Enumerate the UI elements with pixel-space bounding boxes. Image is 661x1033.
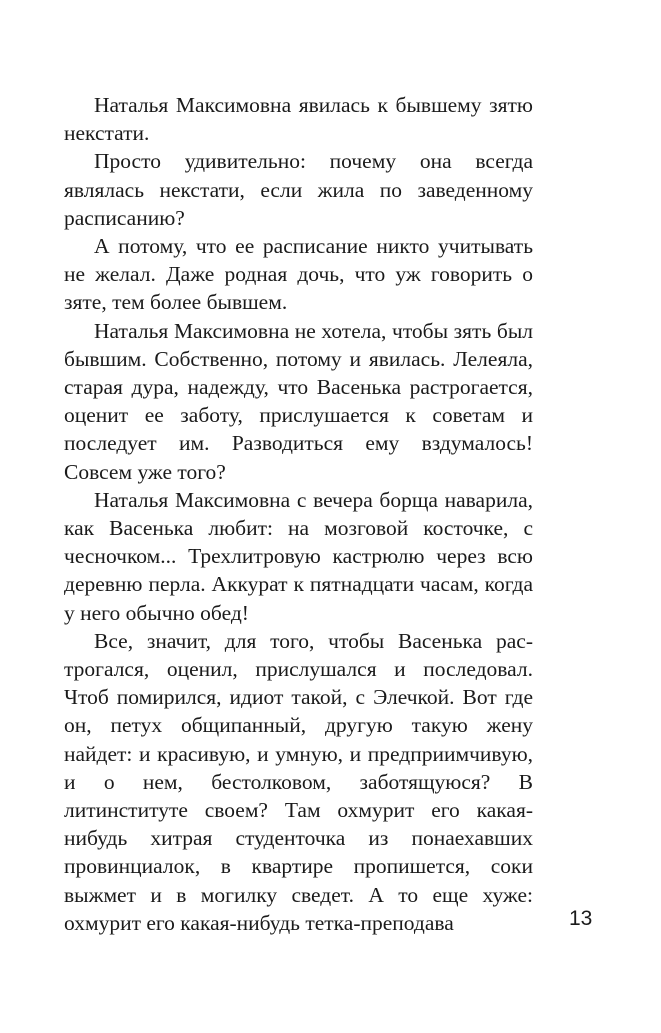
paragraph-6: Все, значит, для того, чтобы Васенька растрогался, оценил, прислушался и последовал. Чтоб помирился, идиот такой, с Элечкой. Вот где он, петух общипанный, другую такую жену найдет: и красивую, и умную, и предприимчивую, и о нем, бестолковом, заботящуюся? В литинституте своем? Там охмурит его какая-нибудь хитрая студенточка из понаехавших провинциалок, в квартире пропишется, соки выжмет и в могилку сведет. А то еще хуже: охмурит его какая-нибудь тетка-преподава: [64, 628, 533, 935]
paragraph-4: Наталья Максимовна не хотела, чтобы зять был бывшим. Собственно, потому и явилась. Лелеяла, старая дура, надежду, что Васенька растрогается, оценит ее заботу, прислушается к советам и последует им. Разводиться ему вздумалось! Совсем уже того?: [64, 318, 533, 484]
paragraph-1: Наталья Максимовна явилась к бывшему зятю некстати.: [64, 93, 533, 146]
paragraph-5: Наталья Максимовна с вечера борща наварила, как Васенька любит: на мозговой косточке, с чесночком... Трехлитровую кастрюлю через всю деревню перла. Аккурат к пятнадцати часам, когда у него обычно обед!: [64, 487, 533, 625]
body-text: [64, 91, 533, 937]
page-number: 13: [569, 907, 593, 930]
paragraph-2: Просто удивительно: почему она всегда являлась некстати, если жила по заведенному расписанию?: [64, 149, 533, 230]
paragraph-3: А потому, что ее расписание никто учитывать не желал. Даже родная дочь, что уж говорить о зяте, тем более бывшем.: [64, 234, 533, 315]
